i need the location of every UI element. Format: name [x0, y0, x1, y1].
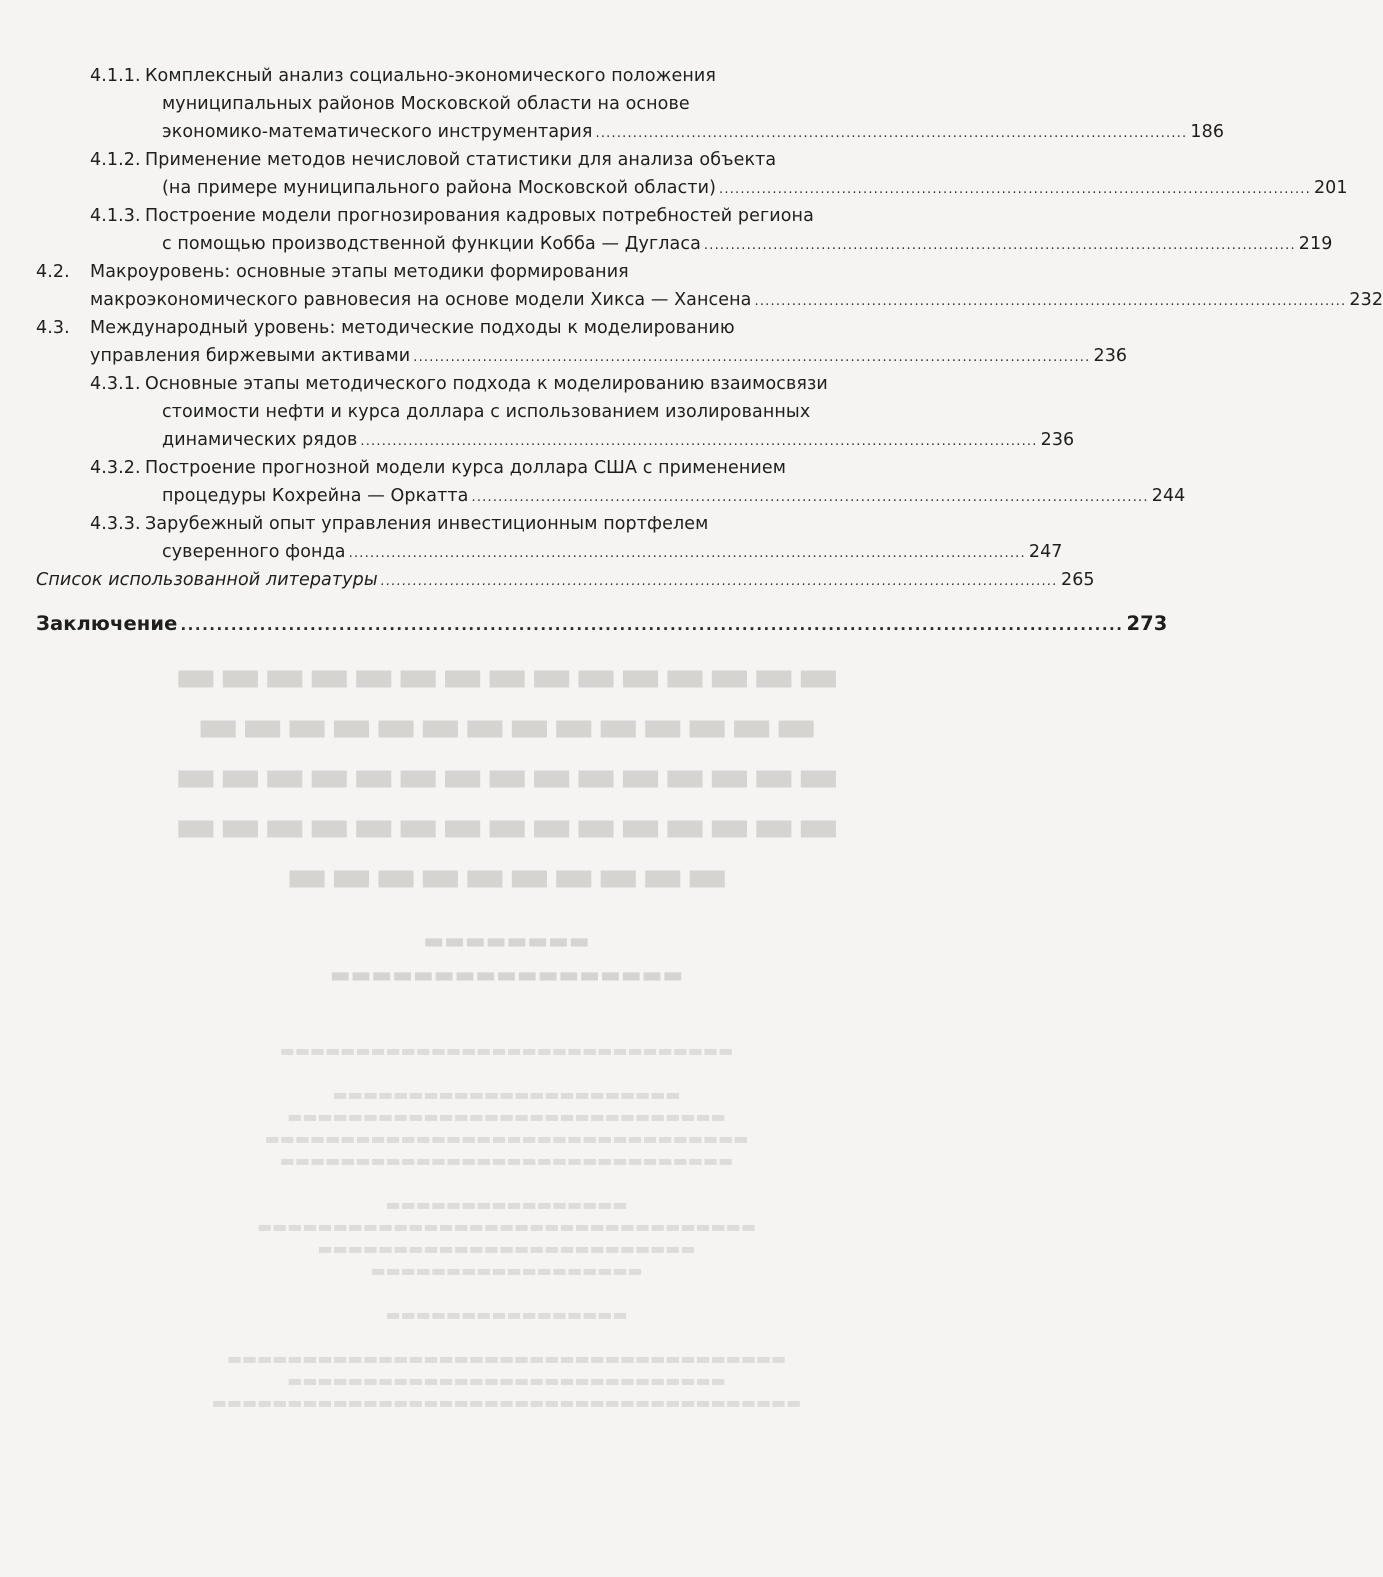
leader-dots: ...............................................................................................................................: [413, 350, 1091, 365]
toc-entry-title-line: стоимости нефти и курса доллара с использованием изолированных: [162, 402, 811, 422]
toc-page-number: 232: [1349, 290, 1383, 310]
toc-page-number: 265: [1060, 570, 1095, 590]
bleed-through-imprint: ▬▬▬▬▬▬▬▬▬▬▬▬▬▬▬▬▬▬▬▬▬▬▬▬▬▬▬▬▬▬ ▬▬▬▬▬▬▬▬▬▬▬▬▬▬▬▬▬▬▬▬▬▬▬ ▬▬▬▬▬▬▬▬▬▬▬▬▬▬▬▬▬▬▬▬▬▬▬▬▬▬▬▬▬ ▬▬▬▬▬▬▬▬▬▬▬▬▬▬▬▬▬▬▬▬▬▬▬▬▬▬▬▬▬▬▬▬ ▬▬▬▬▬▬▬▬▬▬▬▬▬▬▬▬▬▬▬▬▬▬▬▬▬▬▬▬▬▬ ▬▬▬▬▬▬▬▬▬▬▬▬▬▬▬▬ ▬▬▬▬▬▬▬▬▬▬▬▬▬▬▬▬▬▬▬▬▬▬▬▬▬▬▬▬▬▬▬▬▬ ▬▬▬▬▬▬▬▬▬▬▬▬▬▬▬▬▬▬▬▬▬▬▬▬▬ ▬▬▬▬▬▬▬▬▬▬▬▬▬▬▬▬▬▬ ▬▬▬▬▬▬▬▬▬▬▬▬▬▬▬▬ ▬▬▬▬▬▬▬▬▬▬▬▬▬▬▬▬▬▬▬▬▬▬▬▬▬▬▬▬▬▬▬▬▬▬▬▬▬ ▬▬▬▬▬▬▬▬▬▬▬▬▬▬▬▬▬▬▬▬▬▬▬▬▬▬▬▬▬ ▬▬▬▬▬▬▬▬▬▬▬▬▬▬▬▬▬▬▬▬▬▬▬▬▬▬▬▬▬▬▬▬▬▬▬▬▬▬▬: [211, 1041, 802, 1412]
toc-entry-last-line: [162, 482, 1186, 512]
toc-entry-last-line: [90, 286, 1383, 316]
toc-entry-title-line: динамических рядов: [162, 430, 358, 450]
toc-page-number: 201: [1313, 178, 1348, 198]
toc-entry-last-line: [90, 342, 1128, 372]
leader-dots: ...................................................................................................................................: [180, 616, 1124, 634]
toc-entry-title-line: Построение модели прогнозирования кадровых потребностей региона: [145, 206, 814, 226]
toc-entry-last-line: [162, 118, 1225, 148]
toc-entry-title-line: с помощью производственной функции Кобба — Дугласа: [162, 234, 701, 254]
toc-page-number: 244: [1151, 486, 1186, 506]
toc-entry-title-line: суверенного фонда: [162, 542, 346, 562]
toc-entry-title-line: процедуры Кохрейна — Оркатта: [162, 486, 469, 506]
toc-entry-last-line: [36, 610, 1168, 639]
toc-entry-title-line: Основные этапы методического подхода к моделированию взаимосвязи: [145, 374, 828, 394]
toc-entry-last-line: [162, 230, 1333, 260]
toc-entry-title-line: Макроуровень: основные этапы методики формирования: [90, 262, 629, 282]
toc-entry-last-line: [36, 566, 1095, 596]
toc-entry-number: 4.1.1.: [90, 66, 141, 86]
toc-entry-title-line: Заключение: [36, 612, 178, 635]
toc-page-number: 273: [1126, 612, 1168, 635]
toc-entry-title-line: Построение прогнозной модели курса доллара США с применением: [145, 458, 787, 478]
leader-dots: ...............................................................................................................: [703, 238, 1296, 253]
toc-entry-title-line: Список использованной литературы: [36, 570, 378, 590]
toc-entry-number: 4.1.2.: [90, 150, 141, 170]
toc-entry-title-line: экономико-математического инструментария: [162, 122, 593, 142]
toc-entry-title-line: Международный уровень: методические подходы к моделированию: [90, 318, 735, 338]
toc-entry-title-line: муниципальных районов Московской области на основе: [162, 94, 690, 114]
toc-entry-number: 4.3.3.: [90, 514, 141, 534]
toc-page-number: 236: [1040, 430, 1075, 450]
toc-entry-last-line: [162, 174, 1348, 204]
bleed-through-title: ▬▬▬▬▬▬▬▬▬▬▬▬▬▬▬ ▬▬▬▬▬▬▬▬▬▬▬▬▬▬ ▬▬▬▬▬▬▬▬▬▬▬▬▬▬▬ ▬▬▬▬▬▬▬▬▬▬▬▬▬▬▬ ▬▬▬▬▬▬▬▬▬▬: [173, 648, 840, 902]
toc-entry-number: 4.2.: [36, 262, 70, 282]
toc-page-number: 236: [1093, 346, 1128, 366]
toc-entry-number: 4.3.1.: [90, 374, 141, 394]
toc-entry-last-line: [162, 426, 1075, 456]
toc-entry-title-line: макроэкономического равновесия на основе модели Хикса — Хансена: [90, 290, 752, 310]
leader-dots: ...............................................................................................................................: [380, 574, 1058, 589]
toc-page-number: 219: [1298, 234, 1333, 254]
leader-dots: ...............................................................................................................: [754, 294, 1347, 309]
toc-page-number: 247: [1028, 542, 1063, 562]
bleed-through-subtitle: ▬▬▬▬▬▬▬▬ ▬▬▬▬▬▬▬▬▬▬▬▬▬▬▬▬▬: [329, 929, 684, 988]
toc-entry-number: 4.3.2.: [90, 458, 141, 478]
toc-entry-last-line: [162, 538, 1063, 568]
toc-entry-title-line: Применение методов нечисловой статистики для анализа объекта: [145, 150, 777, 170]
toc-entry-title-line: Зарубежный опыт управления инвестиционным портфелем: [145, 514, 709, 534]
toc-entry-number: 4.1.3.: [90, 206, 141, 226]
toc-entry-title-line: (на примере муниципального района Московской области): [162, 178, 717, 198]
leader-dots: ...............................................................................................................................: [471, 490, 1149, 505]
toc-entry-number: 4.3.: [36, 318, 70, 338]
toc-page-number: 186: [1190, 122, 1225, 142]
leader-dots: ...............................................................................................................: [719, 182, 1311, 197]
toc-entry-title-line: Комплексный анализ социально-экономического положения: [145, 66, 717, 86]
leader-dots: ...............................................................................................................................: [348, 546, 1026, 561]
leader-dots: ...............................................................................................................................: [360, 434, 1038, 449]
leader-dots: ...............................................................................................................: [595, 126, 1188, 141]
toc-entry-title-line: управления биржевыми активами: [90, 346, 411, 366]
